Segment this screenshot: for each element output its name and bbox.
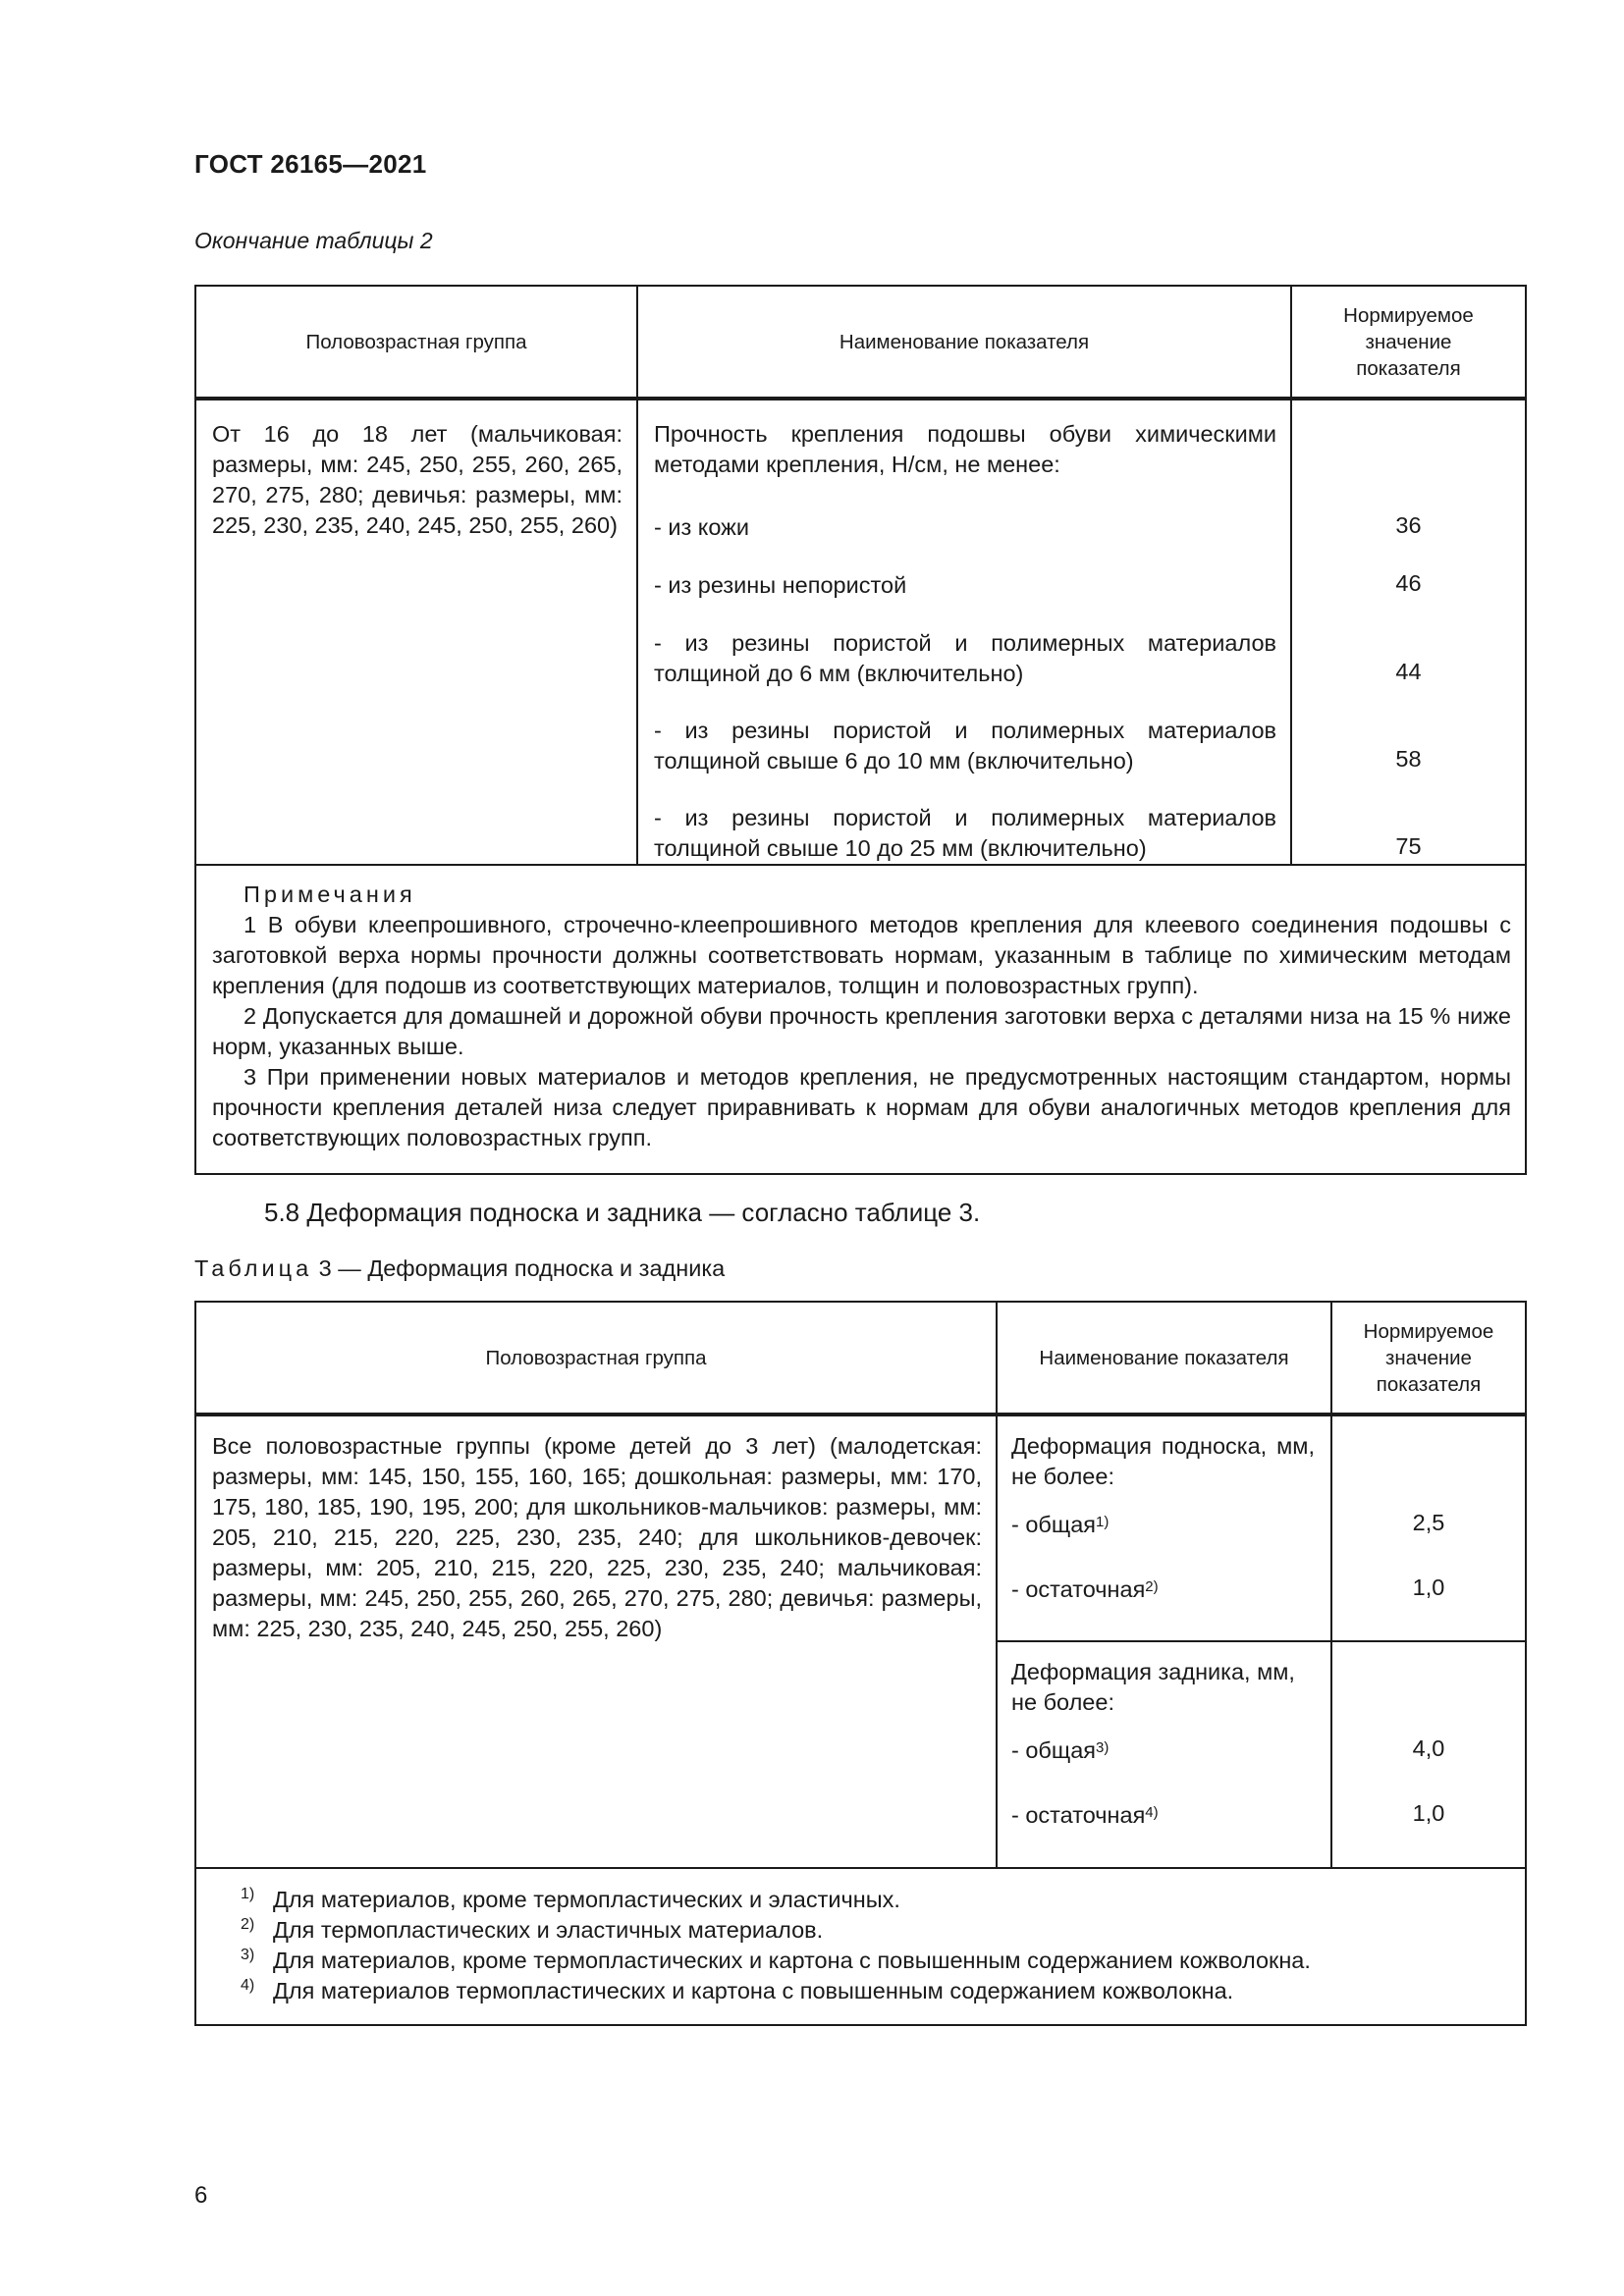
heel-deformation-cell bbox=[997, 1641, 1331, 1868]
footnote-4 bbox=[196, 1976, 1525, 2006]
footnote-mark-1: 1) bbox=[241, 1886, 255, 1902]
note-2: 2 Допускается для домашней и дорожной обуви прочность крепления заготовки верха с деталями низа на 15 % ниже норм, указанных выше. bbox=[212, 1003, 1511, 1059]
footnote-2 bbox=[196, 1915, 1525, 1946]
heel-values-cell bbox=[1331, 1641, 1526, 1868]
footnote-mark-4: 4) bbox=[241, 1977, 255, 1994]
footnote-1 bbox=[196, 1885, 1525, 1915]
footnote-ref-2: 2) bbox=[1145, 1578, 1159, 1595]
indicator-row-porous-6mm: - из резины пористой и полимерных материалов толщиной до 6 мм (включительно) bbox=[654, 630, 1276, 686]
value-porous-10-25mm: 75 bbox=[1395, 833, 1422, 859]
header-norm-value bbox=[1291, 286, 1526, 399]
header-norm-value-text: Нормируемое значение показателя bbox=[1343, 303, 1474, 380]
header-norm-value-text: Нормируемое значение показателя bbox=[1363, 1319, 1494, 1396]
value-toe-residual: 1,0 bbox=[1412, 1575, 1445, 1600]
table-3-caption bbox=[194, 1255, 725, 1282]
toe-deformation-title: Деформация подноска, мм, не более: bbox=[1011, 1433, 1315, 1489]
note-3: 3 При применении новых материалов и методов крепления, не предусмотренных настоящим стандартом, нормы прочности крепления деталей низа следует приравнивать к нормам для обуви аналогичных методов крепления для соответствующих половозрастных групп. bbox=[212, 1064, 1511, 1150]
value-porous-6mm: 44 bbox=[1395, 659, 1422, 684]
value-leather: 36 bbox=[1395, 512, 1422, 538]
heel-total-text: - общая bbox=[1011, 1737, 1097, 1763]
footnote-ref-4: 4) bbox=[1145, 1804, 1159, 1821]
indicator-row-porous-10-25mm: - из резины пористой и полимерных материалов толщиной свыше 10 до 25 мм (включительно) bbox=[654, 805, 1276, 861]
table-3-caption-label: Таблица bbox=[194, 1255, 313, 1281]
footnote-text-1: Для материалов, кроме термопластических и эластичных. bbox=[273, 1887, 900, 1912]
footnote-ref-3: 3) bbox=[1096, 1739, 1110, 1756]
header-indicator: Наименование показателя bbox=[997, 1302, 1331, 1415]
indicator-row-porous-6-10mm: - из резины пористой и полимерных материалов толщиной свыше 6 до 10 мм (включительно) bbox=[654, 718, 1276, 774]
value-heel-total: 4,0 bbox=[1412, 1735, 1445, 1761]
page-number: 6 bbox=[194, 2182, 208, 2209]
age-group-cell bbox=[195, 399, 637, 865]
heel-residual-label bbox=[1011, 1800, 1159, 1831]
age-group-text: От 16 до 18 лет (мальчиковая: размеры, мм: 245, 250, 255, 260, 265, 270, 275, 280; девичья: размеры, мм: 225, 230, 235, 240, 245, 250, 255, 260) bbox=[212, 421, 623, 538]
toe-total-label bbox=[1011, 1510, 1109, 1540]
table-3-caption-title: 3 — Деформация подноска и задника bbox=[312, 1255, 726, 1281]
value-nonporous-rubber: 46 bbox=[1395, 570, 1422, 596]
indicator-cell bbox=[637, 399, 1291, 865]
section-5-8: 5.8 Деформация подноска и задника — согласно таблице 3. bbox=[264, 1198, 981, 1227]
toe-total-text: - общая bbox=[1011, 1512, 1097, 1537]
value-toe-total: 2,5 bbox=[1412, 1510, 1445, 1535]
header-indicator: Наименование показателя bbox=[637, 286, 1291, 399]
value-porous-6-10mm: 58 bbox=[1395, 746, 1422, 772]
heel-total-label bbox=[1011, 1735, 1109, 1766]
footnote-mark-3: 3) bbox=[241, 1947, 255, 1963]
indicator-row-nonporous-rubber: - из резины непористой bbox=[654, 572, 907, 598]
toe-deformation-cell bbox=[997, 1415, 1331, 1641]
footnote-3 bbox=[196, 1946, 1525, 1976]
indicator-row-leather: - из кожи bbox=[654, 514, 749, 540]
indicator-title: Прочность крепления подошвы обуви химическими методами крепления, Н/см, не менее: bbox=[654, 421, 1276, 477]
document-id: ГОСТ 26165—2021 bbox=[194, 149, 427, 179]
norm-value-cell bbox=[1291, 399, 1526, 865]
footnote-ref-1: 1) bbox=[1096, 1514, 1110, 1530]
heel-residual-text: - остаточная bbox=[1011, 1802, 1146, 1828]
header-age-group: Половозрастная группа bbox=[195, 286, 637, 399]
toe-values-cell bbox=[1331, 1415, 1526, 1641]
note-1: 1 В обуви клеепрошивного, строчечно-клеепрошивного методов крепления для клеевого соединения подошвы с заготовкой верха нормы прочности должны соответствовать нормам, указанным в таблице по химическим методам крепления (для подошв из соответствующих материалов, толщин и половозрастных групп). bbox=[212, 912, 1511, 998]
table-3 bbox=[194, 1301, 1527, 2026]
value-heel-residual: 1,0 bbox=[1412, 1800, 1445, 1826]
notes-cell bbox=[195, 865, 1526, 1174]
footnote-text-3: Для материалов, кроме термопластических и картона с повышенным содержанием кожволокна. bbox=[273, 1948, 1311, 1973]
heel-deformation-title: Деформация задника, мм, не более: bbox=[1011, 1659, 1295, 1715]
toe-residual-text: - остаточная bbox=[1011, 1576, 1146, 1602]
footnotes-cell bbox=[195, 1868, 1526, 2025]
notes-title: Примечания bbox=[244, 881, 416, 907]
footnote-text-4: Для материалов термопластических и картона с повышенным содержанием кожволокна. bbox=[273, 1978, 1234, 2003]
toe-residual-label bbox=[1011, 1575, 1159, 1605]
table-continuation-label: Окончание таблицы 2 bbox=[194, 228, 433, 253]
header-norm-value bbox=[1331, 1302, 1526, 1415]
table-2 bbox=[194, 285, 1527, 1175]
header-age-group: Половозрастная группа bbox=[195, 1302, 997, 1415]
age-group-text: Все половозрастные группы (кроме детей до 3 лет) (малодетская: размеры, мм: 145, 150, 155, 160, 165; дошкольная: размеры, мм: 170, 175, 180, 185, 190, 195, 200; для школьников-мальчиков: размеры, мм: 205, 210, 215, 220, 225, 230, 235, 240; для школьников-девочек: размеры, мм: 205, 210, 215, 220, 225, 230, 235, 240; мальчиковая: размеры, мм: 245, 250, 255, 260, 265, 270, 275, 280; девичья: размеры, мм: 225, 230, 235, 240, 245, 250, 255, 260) bbox=[212, 1433, 982, 1641]
age-group-cell bbox=[195, 1415, 997, 1868]
footnote-text-2: Для термопластических и эластичных материалов. bbox=[273, 1917, 824, 1943]
footnote-mark-2: 2) bbox=[241, 1916, 255, 1933]
